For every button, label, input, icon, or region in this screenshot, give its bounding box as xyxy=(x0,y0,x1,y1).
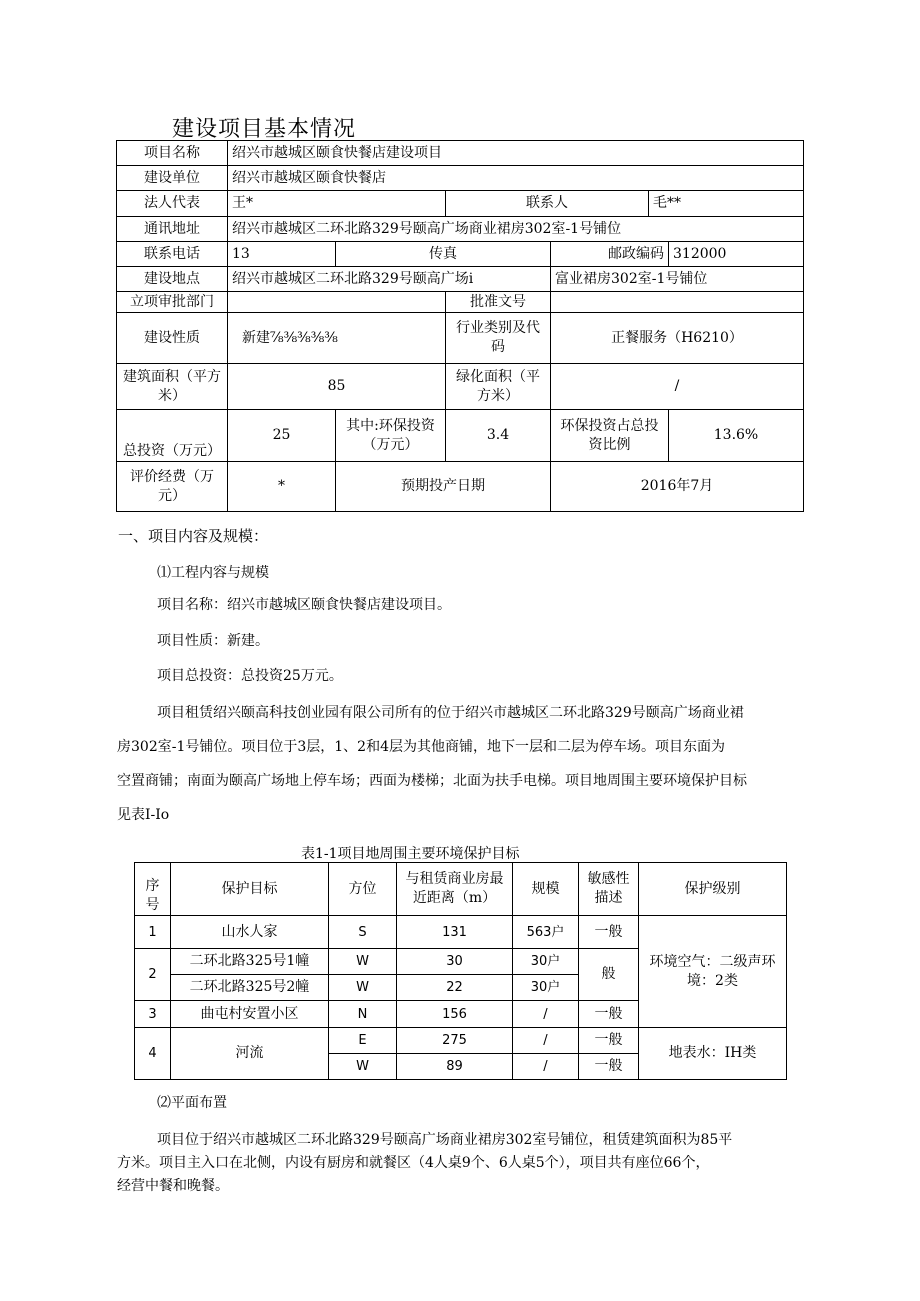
cell-direction: S xyxy=(329,916,397,949)
header-target: 保护目标 xyxy=(171,863,329,916)
page-title: 建设项目基本情况 xyxy=(172,117,357,142)
value-green: / xyxy=(551,364,804,410)
cell-target: 曲屯村安置小区 xyxy=(171,1001,329,1028)
value-unit: 绍兴市越城区颐食快餐店 xyxy=(228,166,804,191)
paragraph-line: 项目租赁绍兴颐高科技创业园有限公司所有的位于绍兴市越城区二环北路329号颐高广场商业裙 xyxy=(157,705,744,721)
value-address: 绍兴市越城区二环北路329号颐高广场商业裙房302室-1号铺位 xyxy=(228,217,804,242)
cell-target: 二环北路325号1幢 xyxy=(171,949,329,975)
cell-scale: 30户 xyxy=(513,949,579,975)
value-approval-no xyxy=(551,292,804,313)
label-fax: 传真 xyxy=(336,242,551,267)
cell-no: 1 xyxy=(135,916,171,949)
cell-sensitivity: 一般 xyxy=(579,1001,639,1028)
cell-scale: / xyxy=(513,1028,579,1054)
value-area: 85 xyxy=(228,364,446,410)
value-env-ratio: 13.6% xyxy=(669,410,804,462)
label-contact: 联系人 xyxy=(446,191,649,217)
basic-info-table xyxy=(116,140,804,512)
value-location-b: 富业裙房302室-1号铺位 xyxy=(551,267,804,292)
value-industry: 正餐服务（H6210） xyxy=(551,313,804,364)
line-project-nature: 项目性质：新建。 xyxy=(157,633,269,649)
value-project-name: 绍兴市越城区颐食快餐店建设项目 xyxy=(228,141,804,166)
value-expected-date: 2016年7月 xyxy=(551,462,804,512)
row-legal xyxy=(117,191,804,217)
label-location: 建设地点 xyxy=(117,267,228,292)
line-project-invest: 项目总投资：总投资25万元。 xyxy=(157,668,343,684)
row-investment xyxy=(117,410,804,462)
cell-distance: 30 xyxy=(397,949,513,975)
label-eval-fee: 评价经费（万元） xyxy=(117,462,228,512)
cell-direction: W xyxy=(329,949,397,975)
cell-target: 二环北路325号2幢 xyxy=(171,975,329,1001)
row-phone xyxy=(117,242,804,267)
cell-direction: W xyxy=(329,975,397,1001)
value-total-invest: 25 xyxy=(228,410,336,462)
label-legal-rep: 法人代表 xyxy=(117,191,228,217)
cell-direction: W xyxy=(329,1054,397,1080)
header-sensitivity: 敏感性描述 xyxy=(579,863,639,916)
label-approval-dept: 立项审批部门 xyxy=(117,292,228,313)
cell-direction: E xyxy=(329,1028,397,1054)
row-nature xyxy=(117,313,804,364)
cell-sensitivity: 一般 xyxy=(579,916,639,949)
value-approval-dept xyxy=(228,292,446,313)
row-approval xyxy=(117,292,804,313)
table-header-row xyxy=(135,863,787,916)
label-green: 绿化面积（平方米） xyxy=(446,364,551,410)
header-scale: 规模 xyxy=(513,863,579,916)
cell-level-air: 环境空气：二级声环境：2类 xyxy=(639,916,787,1028)
env-protection-table xyxy=(134,862,787,1080)
cell-scale: 563户 xyxy=(513,916,579,949)
table-row xyxy=(135,916,787,949)
cell-scale: / xyxy=(513,1001,579,1028)
paragraph-line: 房302室-1号铺位。项目位于3层，1、2和4层为其他商铺，地下一层和二层为停车场。项目东面为 xyxy=(117,739,725,755)
cell-sensitivity: 一般 xyxy=(579,1028,639,1054)
row-location xyxy=(117,267,804,292)
section2-heading: ⑵平面布置 xyxy=(157,1095,227,1111)
cell-target: 河流 xyxy=(171,1028,329,1080)
paragraph-line: 空置商铺；南面为颐高广场地上停车场；西面为楼梯；北面为扶手电梯。项目地周围主要环境保护目标 xyxy=(117,773,747,789)
cell-distance: 22 xyxy=(397,975,513,1001)
section1-subheading: ⑴工程内容与规模 xyxy=(157,565,269,581)
label-env-invest: 其中:环保投资（万元） xyxy=(336,410,446,462)
label-industry: 行业类别及代码 xyxy=(446,313,551,364)
header-no: 序号 xyxy=(135,863,171,916)
paragraph-line: 项目位于绍兴市越城区二环北路329号颐高广场商业裙房302室号铺位，租赁建筑面积为85平 xyxy=(157,1132,733,1148)
value-nature: 新建⅞⅜⅜⅜⅜ xyxy=(228,313,446,364)
row-project-name xyxy=(117,141,804,166)
label-postcode: 邮政编码 xyxy=(551,242,669,267)
value-env-invest: 3.4 xyxy=(446,410,551,462)
cell-no: 2 xyxy=(135,949,171,1001)
paragraph-line: 方米。项目主入口在北侧，内设有厨房和就餐区（4人桌9个、6人桌5个），项目共有座位66个， xyxy=(117,1155,710,1171)
line-project-name: 项目名称：绍兴市越城区颐食快餐店建设项目。 xyxy=(157,597,451,613)
value-legal-rep: 王* xyxy=(228,191,446,217)
section1-heading: 一、项目内容及规模： xyxy=(118,527,269,545)
label-area: 建筑面积（平方米） xyxy=(117,364,228,410)
label-project-name: 项目名称 xyxy=(117,141,228,166)
cell-distance: 89 xyxy=(397,1054,513,1080)
label-env-ratio: 环保投资占总投资比例 xyxy=(551,410,669,462)
paragraph-line: 见表I-Io xyxy=(117,807,170,823)
label-approval-no: 批准文号 xyxy=(446,292,551,313)
label-expected-date: 预期投产日期 xyxy=(336,462,551,512)
paragraph-line: 经营中餐和晚餐。 xyxy=(117,1178,229,1194)
cell-target: 山水人家 xyxy=(171,916,329,949)
row-address xyxy=(117,217,804,242)
label-nature: 建设性质 xyxy=(117,313,228,364)
cell-sensitivity: 一般 xyxy=(579,1054,639,1080)
cell-scale: 30户 xyxy=(513,975,579,1001)
row-unit xyxy=(117,166,804,191)
value-contact: 毛** xyxy=(649,191,804,217)
header-direction: 方位 xyxy=(329,863,397,916)
cell-distance: 275 xyxy=(397,1028,513,1054)
value-postcode: 312000 xyxy=(669,242,804,267)
cell-sensitivity: 般 xyxy=(579,949,639,1001)
label-total-invest: 总投资（万元） xyxy=(117,410,228,462)
cell-no: 4 xyxy=(135,1028,171,1080)
header-distance: 与租赁商业房最近距离（m） xyxy=(397,863,513,916)
label-phone: 联系电话 xyxy=(117,242,228,267)
value-location-a: 绍兴市越城区二环北路329号颐高广场i xyxy=(228,267,551,292)
header-level: 保护级别 xyxy=(639,863,787,916)
cell-distance: 131 xyxy=(397,916,513,949)
label-address: 通讯地址 xyxy=(117,217,228,242)
label-unit: 建设单位 xyxy=(117,166,228,191)
cell-scale: / xyxy=(513,1054,579,1080)
table-caption: 表1-1项目地周围主要环境保护目标 xyxy=(301,846,520,862)
row-area xyxy=(117,364,804,410)
row-eval xyxy=(117,462,804,512)
cell-level-water: 地表水：IH类 xyxy=(639,1028,787,1080)
cell-no: 3 xyxy=(135,1001,171,1028)
cell-direction: N xyxy=(329,1001,397,1028)
value-phone: 13 xyxy=(228,242,336,267)
value-eval-fee: * xyxy=(228,462,336,512)
cell-distance: 156 xyxy=(397,1001,513,1028)
table-row xyxy=(135,1028,787,1054)
